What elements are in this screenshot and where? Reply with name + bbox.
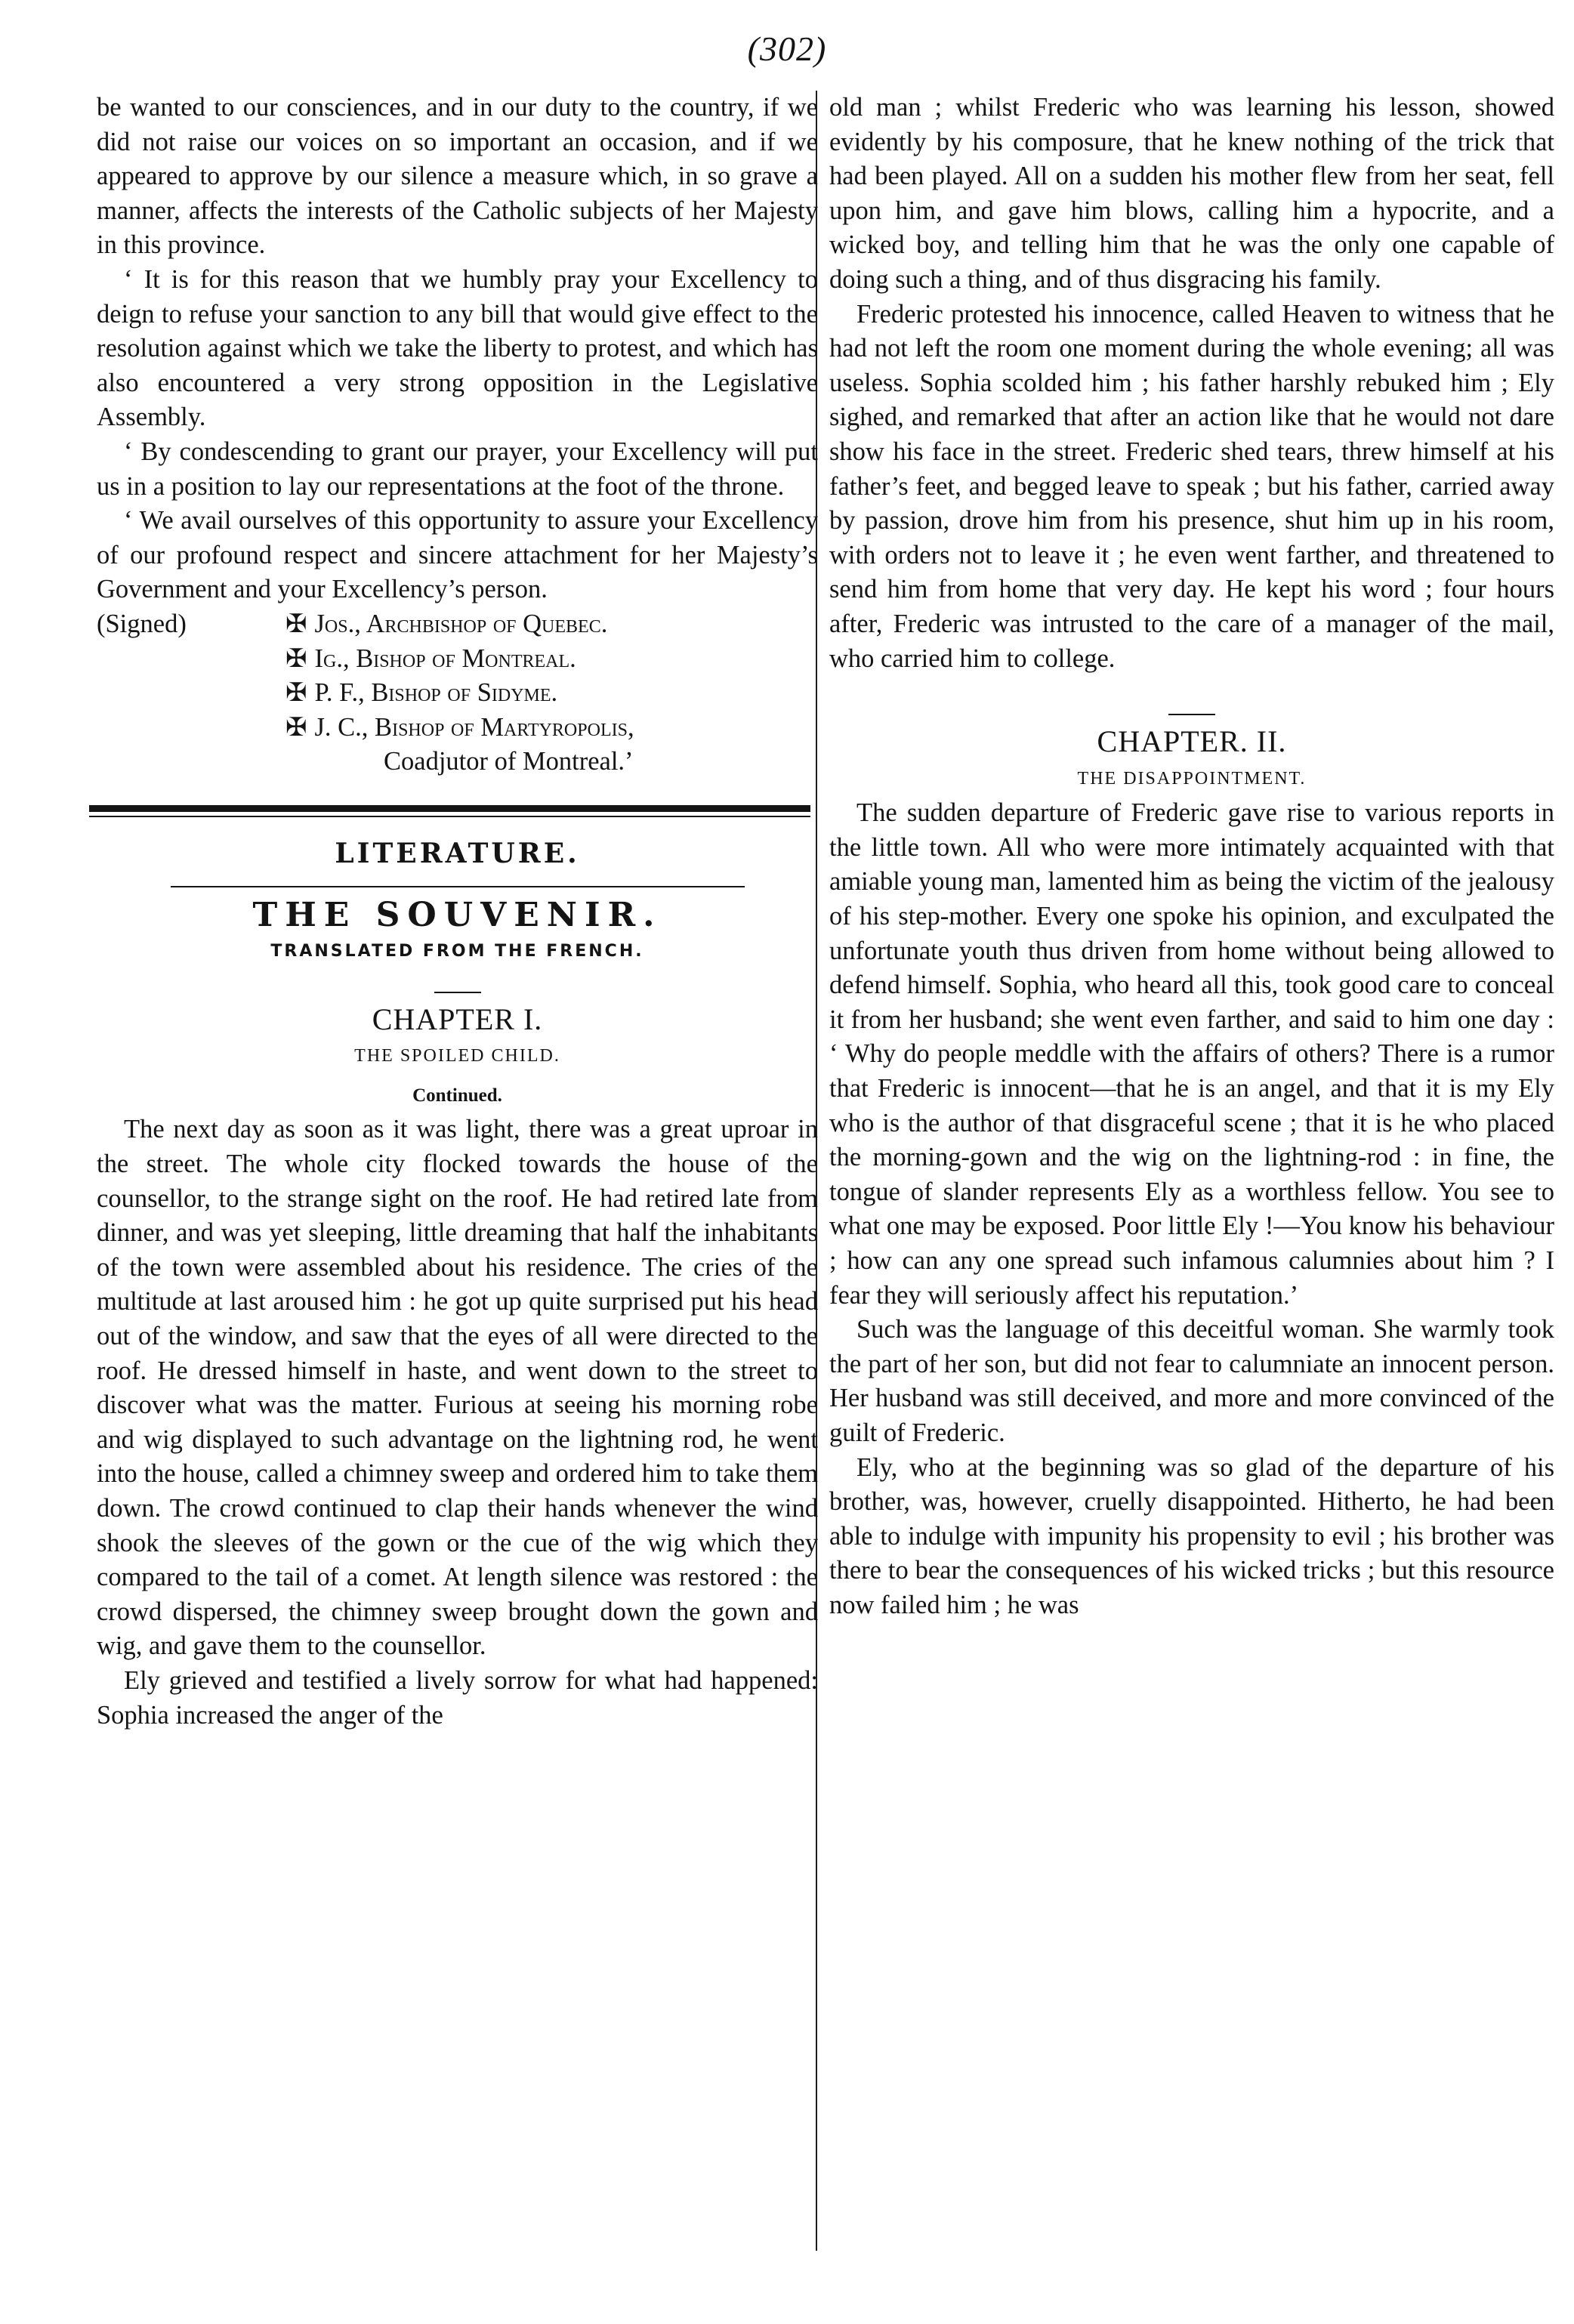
story-paragraph: Frederic protested his innocence, called Heaven to witness that he had not left the room one moment during the whole evening; all was useless. Sophia scolded him ; his father harshly rebuked him ; Ely sighed, and remarked that after an action like that he would not dare show his face in the street. Frederic shed tears, threw himself at his father’s feet, and begged leave to speak ; but his father, carried away by passion, drove him from his presence, shut him up in his room, with orders not to leave it ; he even went farther, and threatened to send him from home that very day. He kept his word ; four hours after, Frederic was intrusted to the care of a manager of the mail, who carried him to college. — [829, 299, 1554, 673]
chapter-subtitle: THE SPOILED CHILD. — [354, 1046, 560, 1066]
chapter-rule — [1168, 714, 1215, 715]
page-number: (302) — [747, 29, 827, 68]
cross-icon: ✠ — [285, 679, 307, 708]
story-paragraph: Ely, who at the beginning was so glad of the departure of his brother, was, however, cruelly disappointed. Hitherto, he had been able to indulge with impunity his propensity to evil ; his brother was there to bear the consequences of his wicked tricks ; but this resource now failed him ; he was — [829, 1452, 1554, 1619]
petition-paragraph: ‘ By condescending to grant our prayer, your Excellency will put us in a position to lay our representations at the foot of the throne. — [97, 437, 818, 501]
signature-text: Jos., Archbishop of Quebec. — [314, 609, 608, 638]
signed-label: (Signed) — [97, 609, 187, 638]
cross-icon: ✠ — [285, 644, 307, 673]
chapter-heading: CHAPTER I. — [372, 1002, 543, 1036]
section-rule-thin — [89, 816, 810, 817]
signature-line — [97, 711, 818, 745]
section-rule-thick — [89, 805, 810, 812]
signature-block — [97, 607, 818, 642]
signature-line — [97, 642, 818, 677]
petition-paragraph: be wanted to our consciences, and in our duty to the country, if we did not raise our voices on so important an occasion, and if we appeared to approve by our silence a measure which, in so grave a manner, affects the interests of the Catholic subjects of her Majesty in this province. — [97, 93, 818, 260]
signature-last-line: Coadjutor of Montreal.’ — [384, 747, 634, 776]
chapter-subtitle: THE DISAPPOINTMENT. — [1077, 768, 1307, 789]
signature-line — [285, 607, 607, 642]
left-column — [97, 91, 818, 1733]
translated-line: TRANSLATED FROM THE FRENCH. — [270, 942, 644, 961]
story-paragraph: The sudden departure of Frederic gave rise to various reports in the little town. All who were more intimately acquainted with that amiable young man, lamented him as being the victim of the jealousy of his step-mother. Every one spoke his opinion, and exculpated the unfortunate youth thus driven from home without being allowed to defend himself. Sophia, who heard all this, took good care to conceal it from her husband; she went even farther, and said to him one day : ‘ Why do people meddle with the affairs of others? There is a rumor that Frederic is innocent—that he is an angel, and that it is my Ely who is the author of that disgraceful scene ; that it is he who placed the morning-gown and the wig on the lightning-rod : in fine, the tongue of slander represents Ely as a worthless fellow. You see to what one may be exposed. Poor little Ely !—You know his behaviour ; how can any one spread such infamous calumnies about him ? I fear they will seriously affect his reputation.’ — [829, 798, 1555, 1310]
story-paragraph: old man ; whilst Frederic who was learning his lesson, showed evidently by his composure, that he knew nothing of the trick that had been played. All on a sudden his mother flew from her seat, fell upon him, and gave him blows, calling him a hypocrite, and a wicked boy, and telling him that he was the only one capable of doing such a thing, and of thus disgracing his family. — [829, 93, 1554, 294]
signature-line — [97, 676, 818, 711]
petition-paragraph: ‘ It is for this reason that we humbly pray your Excellency to deign to refuse your sanction to any bill that would give effect to the resolution against which we take the liberty to protest, and which has also encountered a very strong opposition in the Legislative Assembly. — [97, 264, 818, 432]
chapter-rule — [434, 992, 481, 993]
heading-rule — [171, 886, 745, 887]
cross-icon: ✠ — [285, 713, 307, 742]
story-title: THE SOUVENIR. — [252, 896, 662, 935]
story-paragraph: The next day as soon as it was light, there was a great uproar in the street. The whole city flocked towards the house of the counsellor, to the strange sight on the roof. He had retired late from dinner, and was yet sleeping, little dreaming that half the inhabitants of the town were assembled about his residence. The cries of the multitude at last aroused him : he got up quite surprised put his head out of the window, and saw that the eyes of all were directed to the roof. He dressed himself in haste, and went down to the street to discover what was the matter. Furious at seeing his morning robe and wig displayed to such advantage on the lightning rod, he went into the house, called a chimney sweep and ordered him to take them down. The crowd continued to clap their hands whenever the wind shook the sleeves of the gown or the cue of the wig which they compared to the tail of a comet. At length silence was restored : the crowd dispersed, the chimney sweep brought down the gown and wig, and gave them to the counsellor. — [97, 1115, 818, 1661]
story-paragraph: Such was the language of this deceitful woman. She warmly took the part of her son, but did not fear to calumniate an innocent person. Her husband was still deceived, and more and more convinced of the guilt of Frederic. — [829, 1315, 1554, 1447]
chapter-heading: CHAPTER. II. — [1097, 724, 1287, 759]
signature-text: J. C., Bishop of Martyropolis, — [314, 712, 634, 742]
cross-icon: ✠ — [285, 610, 307, 638]
petition-paragraph: ‘ We avail ourselves of this opportunity to assure your Excellency of our profound respect and sincere attachment for her Majesty’s Government and your Excellency’s person. — [97, 506, 818, 604]
signature-text: P. F., Bishop of Sidyme. — [314, 678, 558, 708]
section-heading: LITERATURE. — [335, 837, 580, 869]
continued-label: Continued. — [412, 1085, 502, 1106]
signature-text: Ig., Bishop of Montreal. — [314, 643, 576, 673]
story-paragraph: Ely grieved and testified a lively sorrow for what had happened: Sophia increased the anger of the — [97, 1665, 818, 1730]
right-column — [829, 91, 1554, 1623]
